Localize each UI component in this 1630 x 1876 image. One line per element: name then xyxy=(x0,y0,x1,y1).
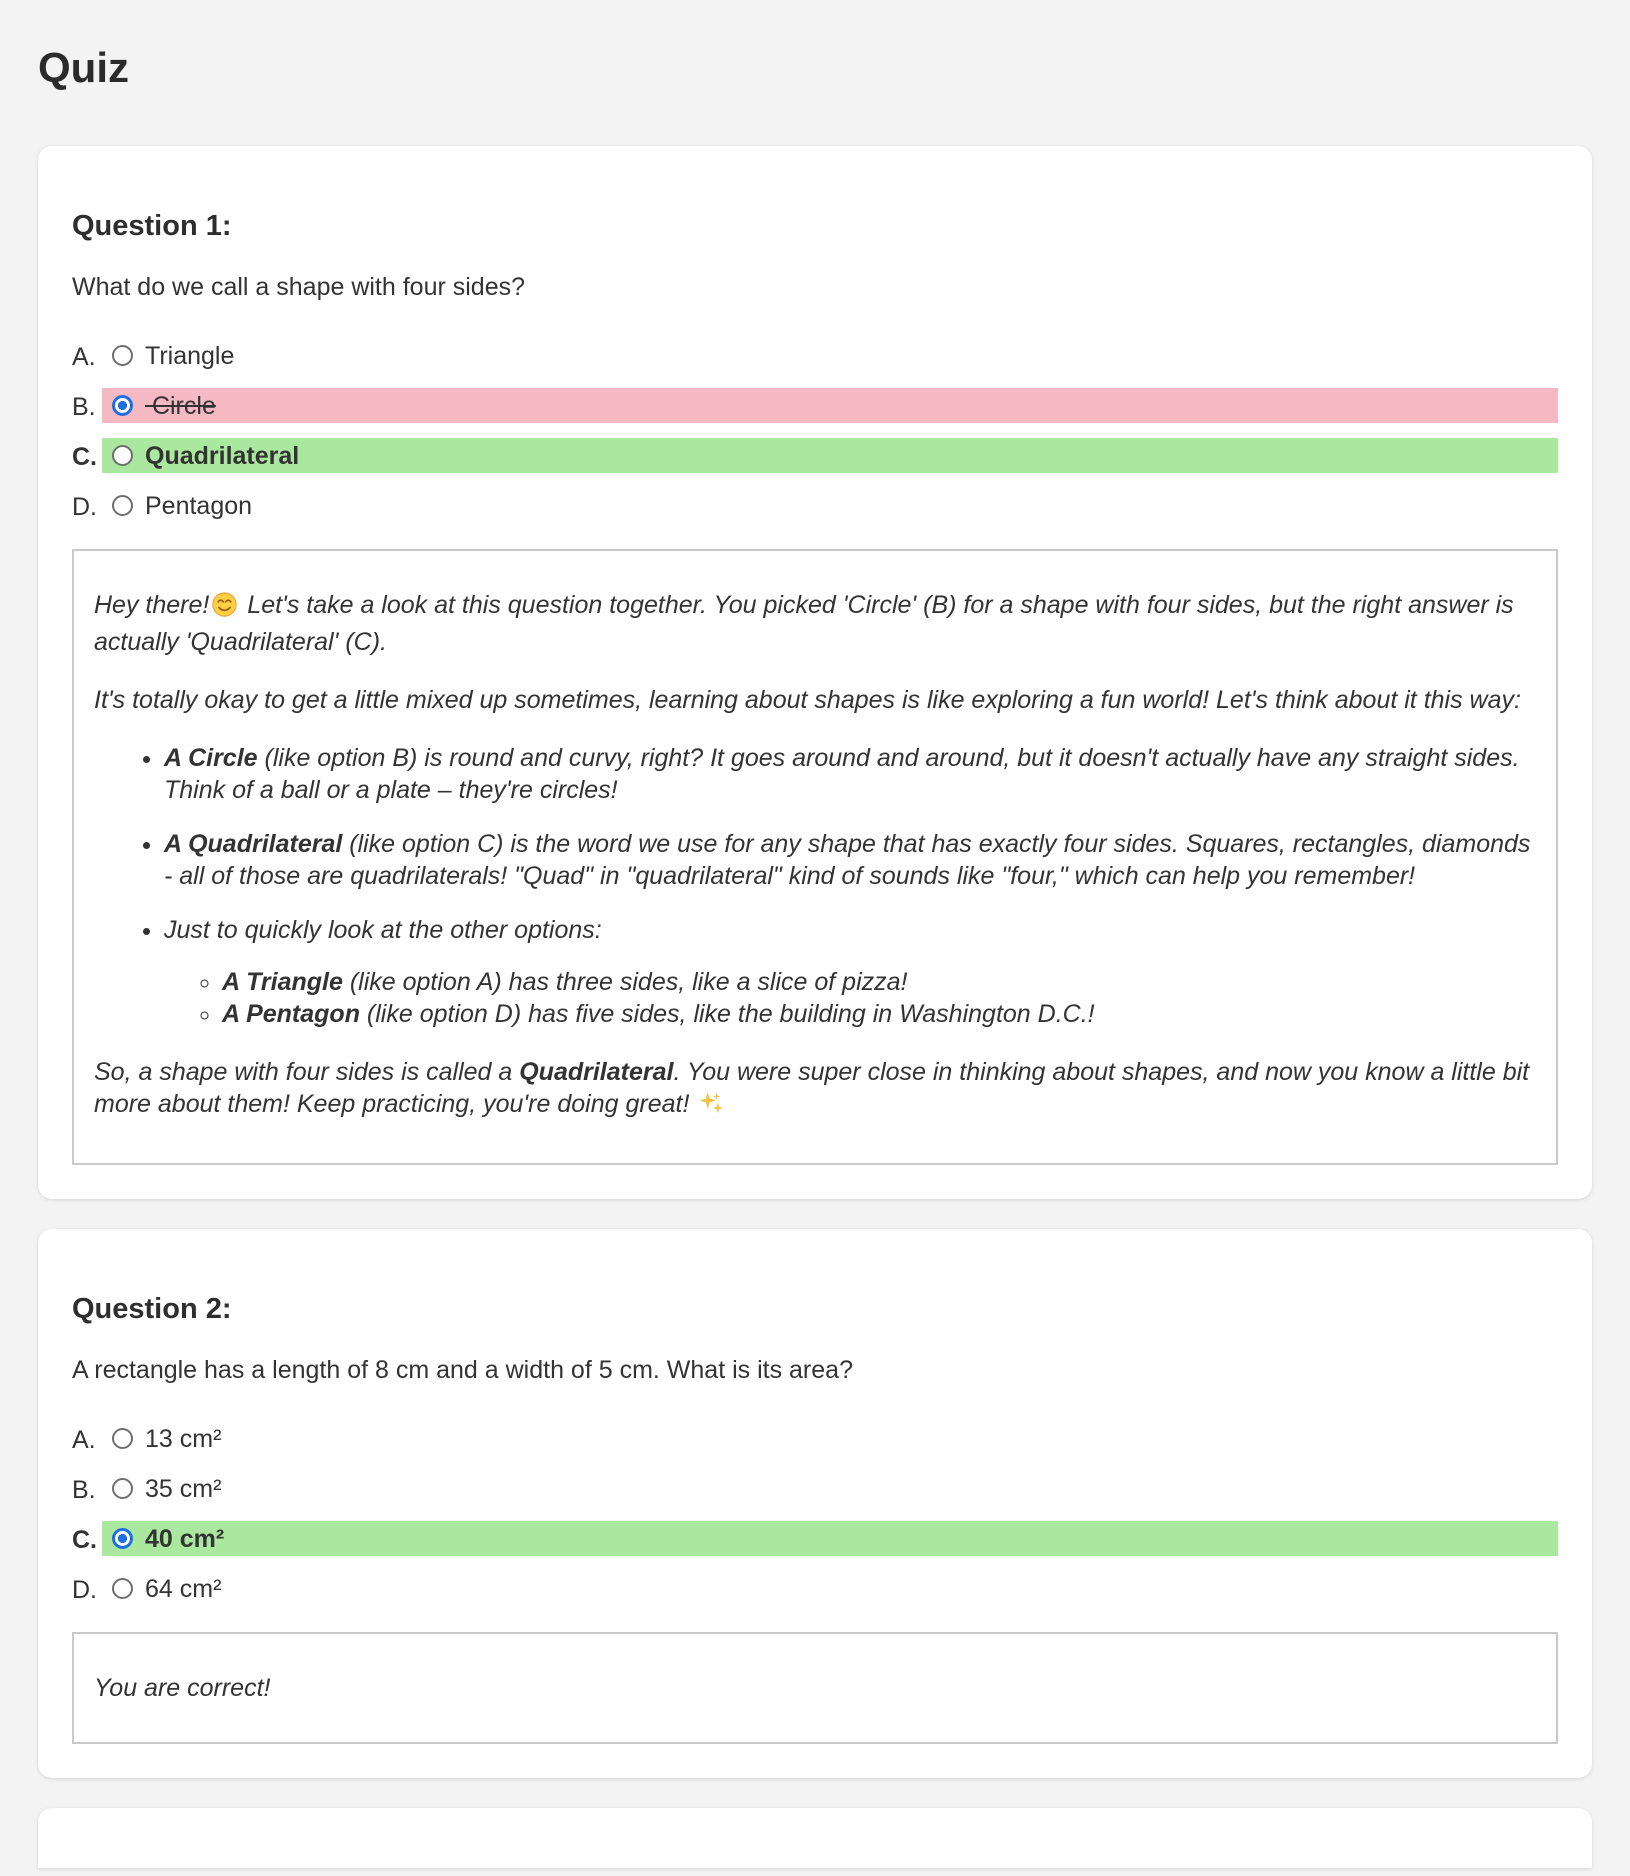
option-row-a xyxy=(72,1421,1558,1456)
option-choice-c-correct[interactable] xyxy=(102,438,1558,473)
option-letter-c: C. xyxy=(72,443,97,471)
feedback-correct-message: You are correct! xyxy=(94,1674,271,1702)
question-2-heading: Question 2: xyxy=(72,1293,232,1325)
option-letter-c: C. xyxy=(72,1526,97,1554)
option-row-b xyxy=(72,388,1558,423)
radio-button[interactable] xyxy=(112,495,133,516)
option-choice-b-selected-incorrect[interactable] xyxy=(102,388,1558,423)
feedback-box-question-2 xyxy=(72,1632,1558,1744)
feedback-paragraph-2: It's totally okay to get a little mixed up sometimes, learning about shapes is like exploring a fun world! Let's think about it this way: xyxy=(94,686,1521,714)
feedback-bold-term: Quadrilateral xyxy=(519,1058,674,1086)
bullet-text: (like option D) has five sides, like the building in Washington D.C.! xyxy=(359,1000,1095,1028)
bullet-item-other-options xyxy=(164,914,1536,1030)
feedback-text: Let's take a look at this question together. You picked 'Circle' (B) for a shape with four sides, but the right answer is actually 'Quadrilateral' (C). xyxy=(94,591,1514,656)
feedback-sub-bullet-list xyxy=(164,966,1536,1030)
sub-bullet-pentagon xyxy=(222,998,1536,1030)
question-1-options xyxy=(72,338,1558,523)
option-letter-a: A. xyxy=(72,1426,96,1454)
question-1-card xyxy=(38,146,1592,1199)
option-letter-d: D. xyxy=(72,493,97,521)
option-row-b xyxy=(72,1471,1558,1506)
bullet-text: (like option C) is the word we use for any shape that has exactly four sides. Squares, rectangles, diamonds - all of those are quadrilaterals! "Quad" in "quadrilateral" kind of sounds like "four," which can help you remember! xyxy=(164,830,1531,890)
option-choice-a[interactable] xyxy=(102,338,1558,373)
feedback-text: So, a shape with four sides is called a xyxy=(94,1058,520,1086)
radio-button[interactable] xyxy=(112,1578,133,1599)
bullet-bold-term: A Circle xyxy=(164,744,258,772)
radio-button[interactable] xyxy=(112,1428,133,1449)
option-choice-b[interactable] xyxy=(102,1471,1558,1506)
question-1-heading: Question 1: xyxy=(72,210,232,242)
option-row-a xyxy=(72,338,1558,373)
radio-button-checked[interactable] xyxy=(112,1528,133,1549)
bullet-text: (like option B) is round and curvy, right? It goes around and around, but it doesn't actually have any straight sides. Think of a ball or a plate – they're circles! xyxy=(164,744,1520,804)
option-row-c xyxy=(72,438,1558,473)
option-label: Pentagon xyxy=(145,491,253,520)
bullet-item-quadrilateral xyxy=(164,828,1536,892)
bullet-bold-term: A Triangle xyxy=(222,968,343,996)
option-label-strikethrough: Circle xyxy=(151,391,216,420)
bullet-text: Just to quickly look at the other options: xyxy=(164,916,602,944)
page-title: Quiz xyxy=(38,44,129,91)
option-label: 13 cm² xyxy=(145,1424,222,1453)
question-2-card xyxy=(38,1229,1592,1778)
feedback-box-question-1 xyxy=(72,549,1558,1165)
radio-button[interactable] xyxy=(112,345,133,366)
option-label: Quadrilateral xyxy=(145,441,300,470)
option-choice-c-selected-correct[interactable] xyxy=(102,1521,1558,1556)
question-3-card-partial xyxy=(38,1808,1592,1868)
sub-bullet-triangle xyxy=(222,966,1536,998)
feedback-text: Hey there! xyxy=(94,591,210,619)
option-letter-b: B. xyxy=(72,393,96,421)
bullet-bold-term: A Quadrilateral xyxy=(164,830,343,858)
option-letter-a: A. xyxy=(72,343,96,371)
option-letter-b: B. xyxy=(72,1476,96,1504)
bullet-item-circle xyxy=(164,742,1536,806)
feedback-bullet-list xyxy=(94,742,1536,1030)
option-row-c xyxy=(72,1521,1558,1556)
radio-button[interactable] xyxy=(112,1478,133,1499)
option-choice-d[interactable] xyxy=(102,488,1558,523)
smiling-face-emoji xyxy=(211,591,238,626)
option-row-d xyxy=(72,488,1558,523)
option-row-d xyxy=(72,1571,1558,1606)
feedback-closing-paragraph xyxy=(94,1056,1536,1125)
question-2-options xyxy=(72,1421,1558,1606)
bullet-text: (like option A) has three sides, like a slice of pizza! xyxy=(342,968,908,996)
option-label: 64 cm² xyxy=(145,1574,222,1603)
option-choice-a[interactable] xyxy=(102,1421,1558,1456)
question-2-text: A rectangle has a length of 8 cm and a width of 5 cm. What is its area? xyxy=(72,1356,853,1384)
radio-button-checked[interactable] xyxy=(112,395,133,416)
radio-button[interactable] xyxy=(112,445,133,466)
option-label: 40 cm² xyxy=(145,1524,225,1553)
feedback-text: . You were super close in thinking about shapes, and now you know a little bit more about them! Keep practicing, you're doing great! xyxy=(94,1058,1530,1118)
option-label: 35 cm² xyxy=(145,1474,222,1503)
feedback-paragraph-1 xyxy=(94,589,1536,658)
option-label: Triangle xyxy=(145,341,235,370)
bullet-bold-term: A Pentagon xyxy=(222,1000,360,1028)
sparkles-emoji xyxy=(698,1090,725,1125)
option-letter-d: D. xyxy=(72,1576,97,1604)
question-1-text: What do we call a shape with four sides? xyxy=(72,273,526,301)
option-choice-d[interactable] xyxy=(102,1571,1558,1606)
